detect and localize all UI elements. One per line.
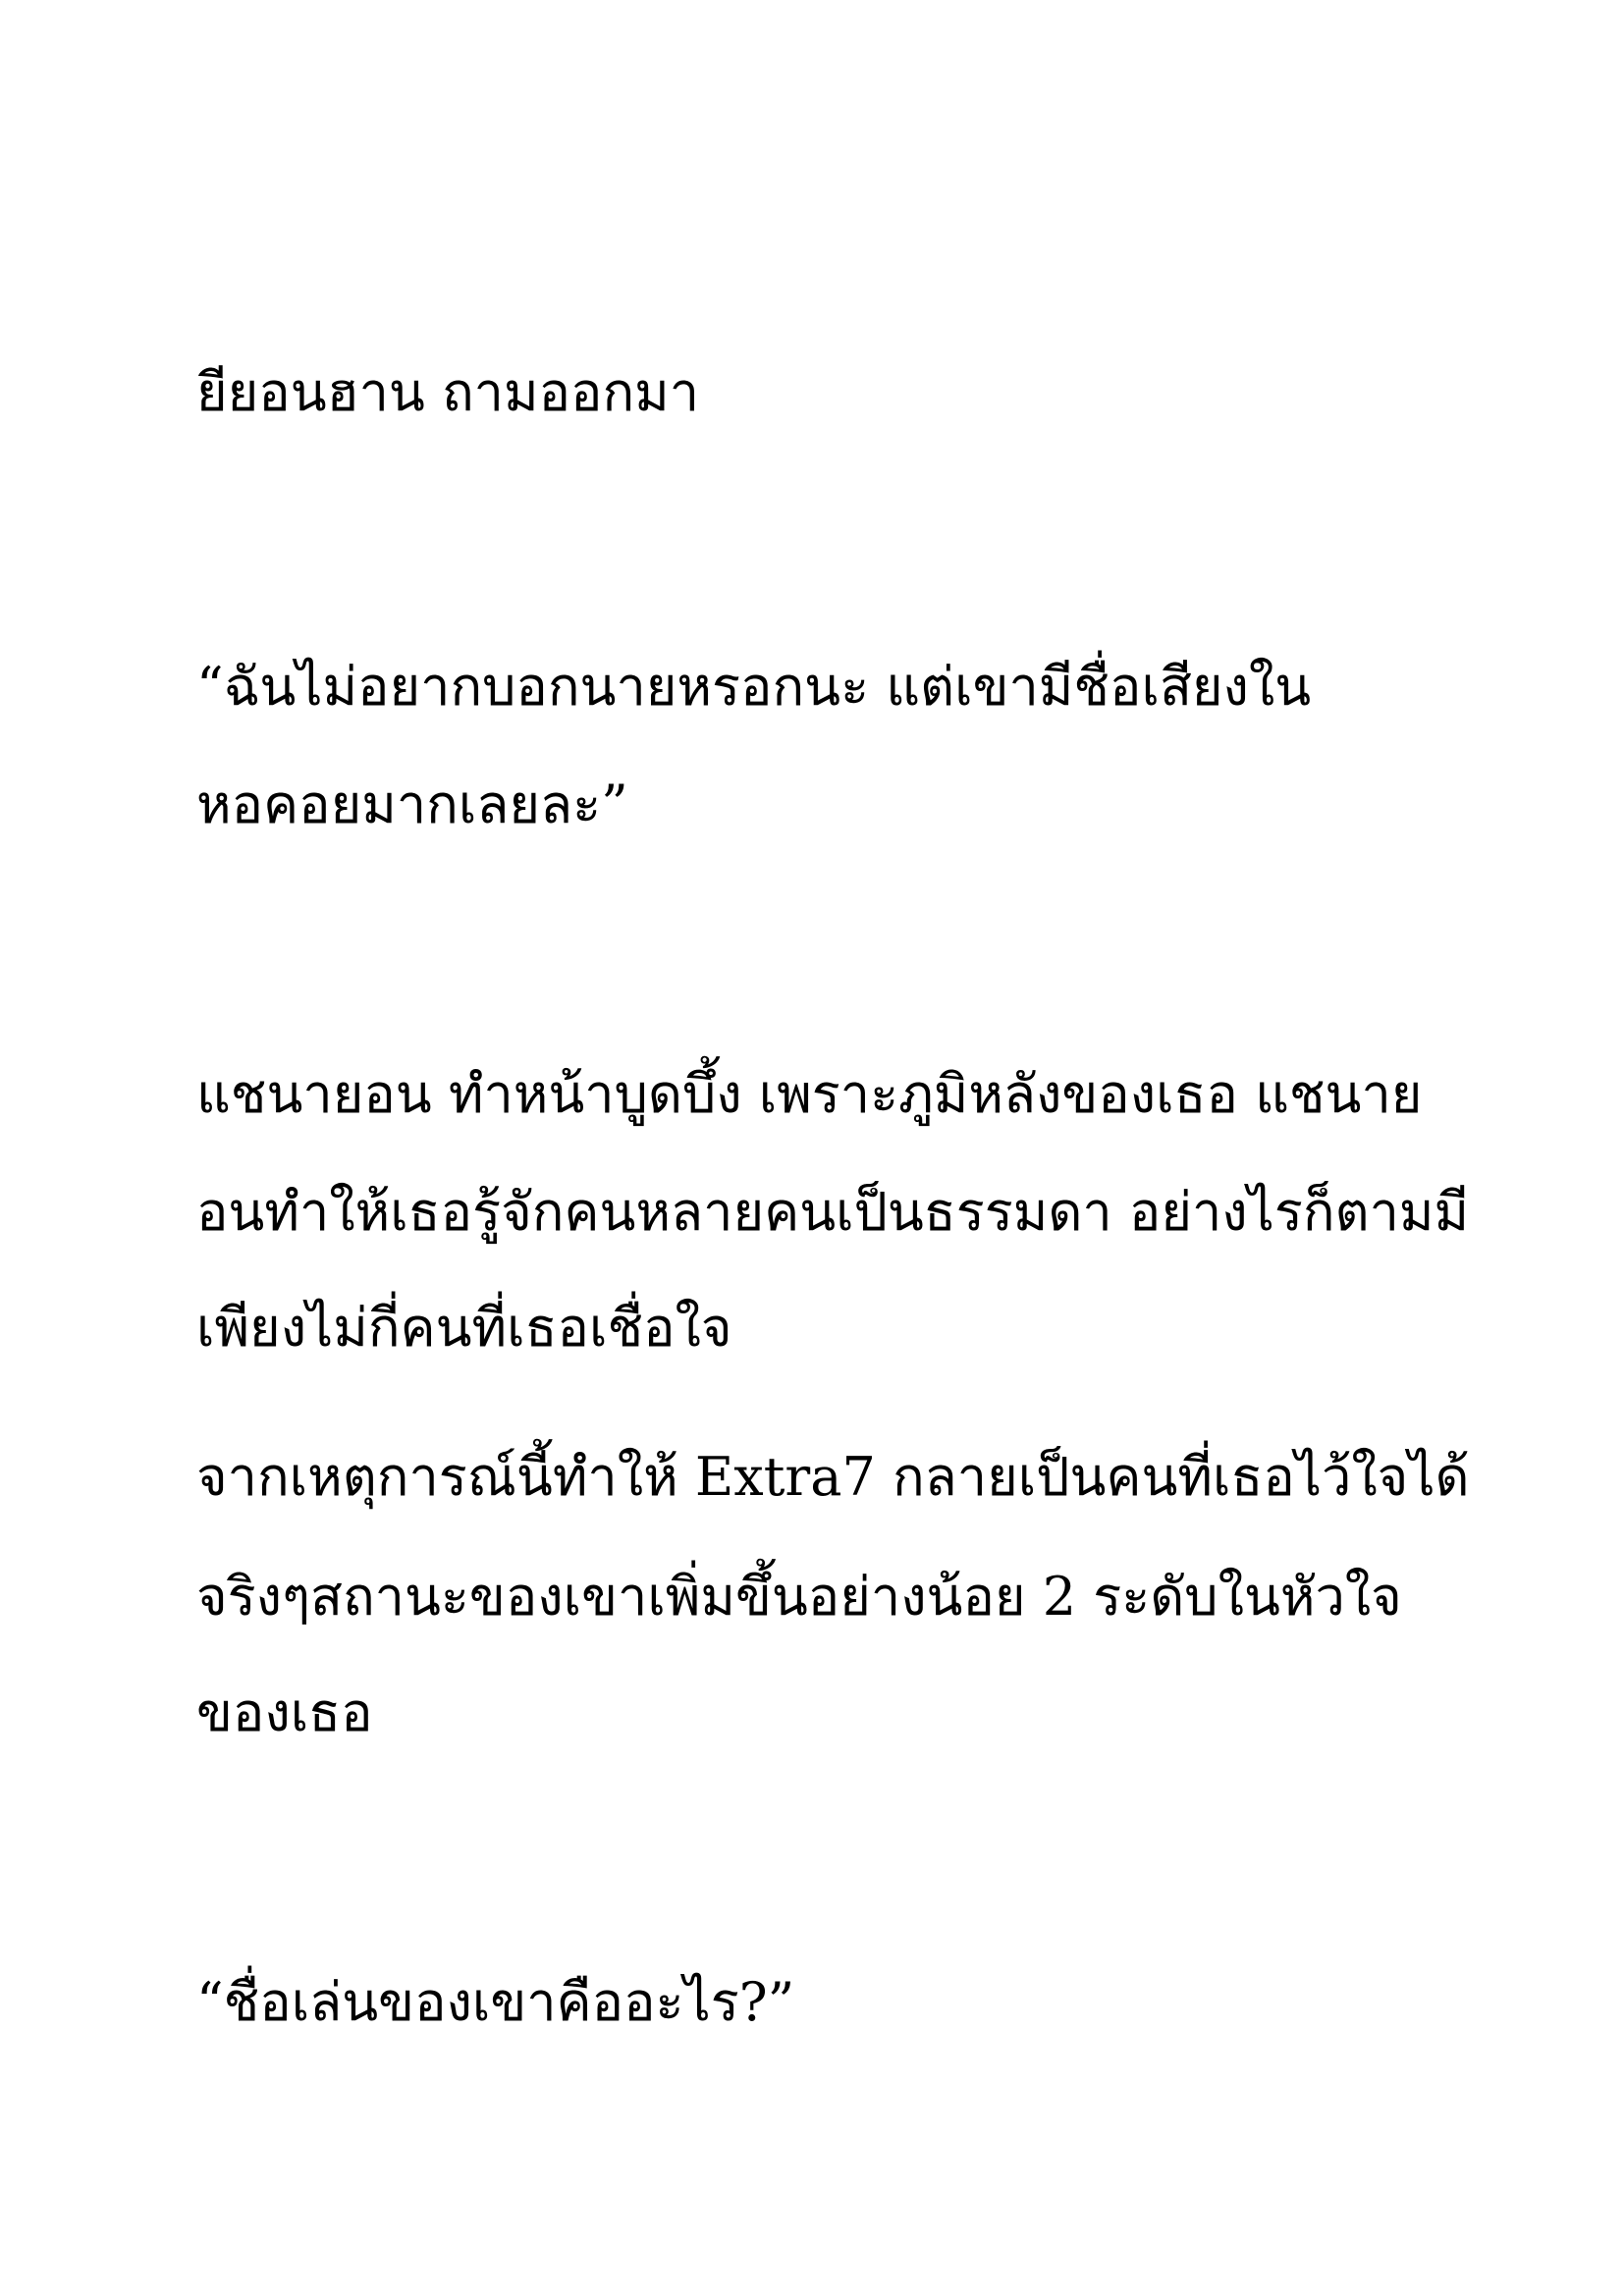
dialogue-line: “ชื่อเล่นของเขาคืออะไร?” — [196, 1971, 795, 2033]
narration-line: ยียอนฮาน ถามออกมา — [196, 361, 700, 423]
narration-line: จากเหตุการณ์นี้ทำให้ Extra7 กลายเป็นคนที่เธอไว้ใจได้ — [196, 1446, 1470, 1508]
narration-line: แชนายอน ทำหน้าบูดบึ้ง เพราะภูมิหลังของเธอ แชนาย — [196, 1063, 1423, 1125]
narration-line: เพียงไม่กี่คนที่เธอเชื่อใจ — [196, 1297, 732, 1359]
narration-line: อนทำให้เธอรู้จักคนหลายคนเป็นธรรมดา อย่างไรก็ตามมี — [196, 1181, 1470, 1243]
narration-line: จริงๆสถานะของเขาเพิ่มขึ้นอย่างน้อย 2 ระดับในหัวใจ — [196, 1566, 1402, 1628]
dialogue-line: “ฉันไม่อยากบอกนายหรอกนะ แต่เขามีชื่อเสียงใน — [196, 656, 1312, 718]
narration-line: ของเธอ — [196, 1682, 373, 1743]
dialogue-line: หอคอยมากเลยละ” — [196, 774, 628, 835]
